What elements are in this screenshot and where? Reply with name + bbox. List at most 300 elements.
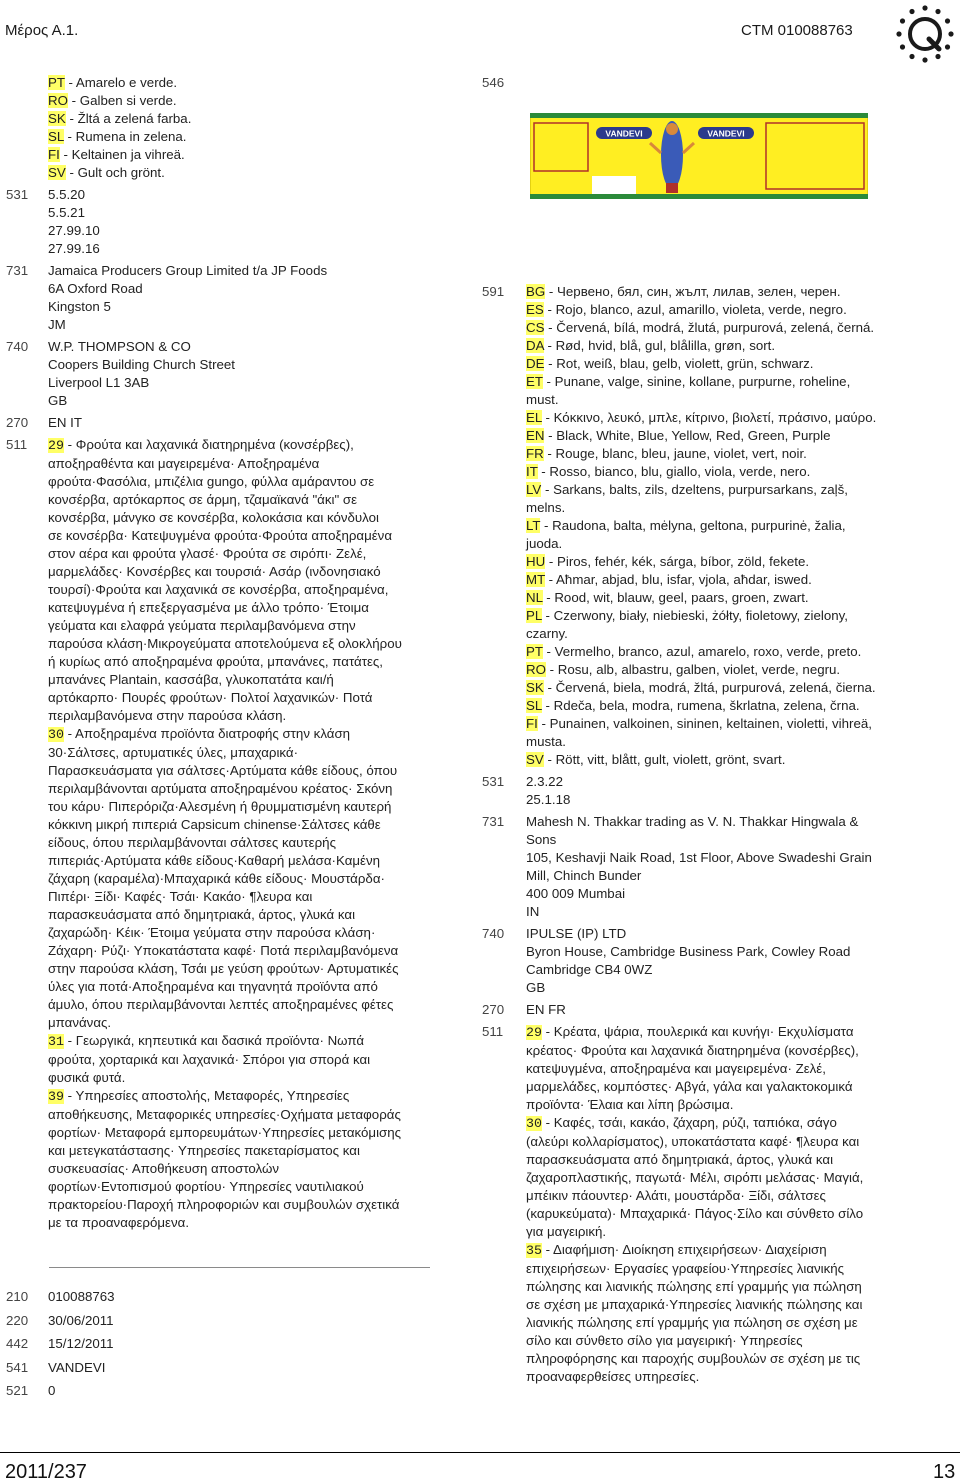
colors-continued <box>0 74 445 182</box>
eu-stars-logo-icon <box>893 2 957 66</box>
lang-code: ET <box>526 374 543 389</box>
biblio-value: 30/06/2011 <box>48 1312 114 1328</box>
field-line: 25.1.18 <box>526 792 571 807</box>
class-text: παρασκευάσματα από δημητριακά, άρτος, γλυκά και <box>48 907 356 922</box>
color-text: - Rood, wit, blauw, geel, paars, groen, zwart. <box>542 590 809 605</box>
class-text-line <box>48 1069 445 1087</box>
field-line: IN <box>526 904 540 919</box>
class-text-line <box>48 834 445 852</box>
class-text-line <box>48 581 445 599</box>
color-text: - Black, White, Blue, Yellow, Red, Green, Purple <box>544 428 831 443</box>
biblio-row <box>0 1332 300 1356</box>
color-text: - Rot, weiß, blau, gelb, violett, grün, schwarz. <box>544 356 814 371</box>
class-text-line <box>48 1178 445 1196</box>
class-text-line <box>526 1096 948 1114</box>
class-text-line <box>48 1196 445 1214</box>
field-code: 511 <box>482 1024 504 1039</box>
class-text: πρακτορείου·Παροχή πληροφοριών και συμβουλών σχετικά <box>48 1197 400 1212</box>
bibliographic-data <box>0 1285 300 1403</box>
field-code: 740 <box>482 926 505 941</box>
field-line: Byron House, Cambridge Business Park, Cowley Road <box>526 944 851 959</box>
footer-page-number: 13 <box>933 1461 956 1483</box>
class-text: - Γεωργικά, κηπευτικά και δασικά προϊόντα· Νωπά <box>63 1033 365 1048</box>
field-line: 5.5.21 <box>48 205 85 220</box>
lang-code: DE <box>526 356 545 371</box>
field-line: Sons <box>526 832 557 847</box>
lang-code: SL <box>48 129 64 144</box>
class-text: σίλο και σύνθετο σίλο για μαγειρική· Υπηρεσίες <box>526 1333 803 1348</box>
field-line: Mill, Chinch Bunder <box>526 868 642 883</box>
class-number: 39 <box>48 1089 64 1104</box>
class-text-line <box>48 1051 445 1069</box>
class-text: Παρασκευάσματα για σάλτσες·Αρτύματα κάθε είδους, όπου <box>48 763 398 778</box>
class-text-line <box>48 1214 445 1232</box>
class-text-line <box>48 780 445 798</box>
color-text: - Žltá a zelená farba. <box>65 111 192 126</box>
field-line: 105, Keshavji Naik Road, 1st Floor, Above Swadeshi Grain <box>526 850 872 865</box>
class-text: μπανάνας. <box>48 1015 112 1030</box>
class-text: άμυλο, όπου περιλαμβάνονται λεπτές αποξηραμένες φέτες <box>48 997 394 1012</box>
class-text-line <box>48 852 445 870</box>
lang-code: PT <box>48 75 65 90</box>
class-text: αποθήκευσης, Μεταφορικές υπηρεσίες·Οχήματα μεταφοράς <box>48 1107 401 1122</box>
lang-code: FI <box>48 147 60 162</box>
field-line: 6A Oxford Road <box>48 281 143 296</box>
left-column <box>0 74 445 1236</box>
class-text: Ζάχαρη· Ρύζι· Υποκατάστατα καφέ· Ποτά περιλαμβανόμενα <box>48 943 399 958</box>
class-text-line <box>526 1114 948 1133</box>
color-line <box>526 445 948 463</box>
class-text-line <box>526 1260 948 1278</box>
color-text: - Aħmar, abjad, blu, isfar, vjola, aħdar, iswed. <box>544 572 812 587</box>
color-text: - Czerwony, biały, niebieski, żółty, fioletowy, zielony, <box>541 608 848 623</box>
class-text: είδους, όπου περιλαμβάνονται σάλτσες καυτερής <box>48 835 336 850</box>
field-code: 442 <box>6 1336 29 1351</box>
class-text-line <box>48 1032 445 1051</box>
biblio-row <box>0 1379 300 1403</box>
class-text: μαρμελάδες, κομπόστες· Αβγά, γάλα και γαλακτοκομικά <box>526 1079 853 1094</box>
class-text: του κάρυ· Πιπερόριζα·Αλεσμένη ή θρυμματισμένη καυτερή <box>48 799 392 814</box>
class-text-line <box>526 1332 948 1350</box>
class-block <box>48 1087 445 1232</box>
color-line <box>526 535 948 553</box>
class-text: φρούτα, χορταρικά και λαχανικά· Σπόροι για σπορά και <box>48 1052 371 1067</box>
field-line: GB <box>48 393 68 408</box>
color-line <box>526 571 948 589</box>
class-text: κρέατος· Φρούτα και λαχανικά διατηρημένα (κονσέρβες), <box>526 1043 859 1058</box>
color-text: - Punainen, valkoinen, sininen, keltainen, violetti, vihreä, <box>537 716 872 731</box>
biblio-row <box>0 1356 300 1380</box>
class-text: λιανικής πώλησης επί γραμμής για πώληση σε σχέση με <box>526 1315 858 1330</box>
field-line: GB <box>526 980 546 995</box>
color-text: - Κόκκινο, λευκό, μπλε, κίτρινο, βιολετί, πράσινο, μαύρο. <box>541 410 877 425</box>
class-text: - Υπηρεσίες αποστολής, Μεταφορές, Υπηρεσίες <box>63 1088 350 1103</box>
class-text-line <box>48 1106 445 1124</box>
class-text-line <box>48 1142 445 1160</box>
class-block <box>48 1032 445 1087</box>
class-text: μαρμελάδες· Κονσέρβες και τουρσιά· Ασάρ (ινδονησιακό <box>48 564 381 579</box>
color-text: musta. <box>526 734 566 749</box>
field-line: Cambridge CB4 0WZ <box>526 962 653 977</box>
header-part: Μέρος Α.1. <box>5 22 79 39</box>
color-line <box>526 679 948 697</box>
color-text: - Galben si verde. <box>67 93 177 108</box>
color-line <box>526 517 948 535</box>
class-text: (καρυκεύματα)· Μπαχαρικά· Πάγος·Σίλο και σύνθετο σίλο <box>526 1206 864 1221</box>
color-text: - Gult och grönt. <box>65 165 165 180</box>
class-number: 30 <box>526 1116 542 1131</box>
field-591 <box>478 283 948 769</box>
class-text: και μετεγκατάστασης· Υπηρεσίες πακεταρίσματος και <box>48 1143 360 1158</box>
class-block <box>48 436 445 725</box>
field-code: 541 <box>6 1359 29 1375</box>
lang-code: EL <box>526 410 542 425</box>
class-text-line <box>48 635 445 653</box>
color-text: - Červená, bílá, modrá, žlutá, purpurová, zelená, černá. <box>544 320 875 335</box>
lang-code: PL <box>526 608 542 623</box>
color-line <box>526 319 948 337</box>
field-270-right <box>478 1001 948 1019</box>
lang-code: ES <box>526 302 544 317</box>
class-text-line <box>526 1241 948 1260</box>
class-text: επιχειρήσεων· Εργασίες γραφείου·Υπηρεσίες λιανικής <box>526 1261 845 1276</box>
color-text: - Vermelho, branco, azul, amarelo, roxo, verde, preto. <box>542 644 862 659</box>
color-line <box>526 661 948 679</box>
class-text-line <box>48 617 445 635</box>
class-text-line <box>526 1078 948 1096</box>
header-ctm-number: CTM 010088763 <box>741 22 853 39</box>
field-code: 210 <box>6 1289 29 1304</box>
field-line: Liverpool L1 3AB <box>48 375 150 390</box>
class-text: περιλαμβανόμενα στην παρούσα κλάση. <box>48 708 287 723</box>
class-number: 31 <box>48 1034 64 1049</box>
class-text-line <box>48 978 445 996</box>
color-text: - Rosso, bianco, blu, giallo, viola, verde, nero. <box>537 464 811 479</box>
field-code: 591 <box>482 284 505 299</box>
class-block <box>526 1241 948 1386</box>
color-line <box>526 733 948 751</box>
color-line <box>526 427 948 445</box>
lang-code: RO <box>48 93 68 108</box>
lang-code: HU <box>526 554 546 569</box>
color-text: - Amarelo e verde. <box>64 75 178 90</box>
lang-code: SV <box>526 752 544 767</box>
class-text: - Καφές, τσάι, κακάο, ζάχαρη, ρύζι, ταπιόκα, σάγο <box>541 1115 837 1130</box>
class-text-line <box>48 762 445 780</box>
class-text: - Αποξηραμένα προϊόντα διατροφής στην κλάση <box>63 726 351 741</box>
field-code: 740 <box>6 339 29 354</box>
field-270 <box>0 414 445 432</box>
biblio-value: 010088763 <box>48 1289 115 1304</box>
class-block <box>48 725 445 1032</box>
color-text: - Rojo, blanco, azul, amarillo, violeta, verde, negro. <box>543 302 847 317</box>
color-line <box>526 301 948 319</box>
field-line: 27.99.10 <box>48 223 100 238</box>
class-number: 35 <box>526 1243 542 1258</box>
field-code: 531 <box>482 774 505 789</box>
color-text: - Rdeča, bela, modra, rumena, škrlatna, zelena, črna. <box>541 698 860 713</box>
color-line <box>526 607 948 625</box>
lang-code: SK <box>48 111 66 126</box>
class-text-line <box>48 906 445 924</box>
color-line <box>526 499 948 517</box>
color-text: must. <box>526 392 559 407</box>
class-text-line <box>526 1060 948 1078</box>
color-text: - Keltainen ja vihreä. <box>59 147 185 162</box>
class-text-line <box>48 689 445 707</box>
class-number: 29 <box>48 438 64 453</box>
field-line: Kingston 5 <box>48 299 111 314</box>
class-block <box>526 1114 948 1241</box>
class-text: - Φρούτα και λαχανικά διατηρημένα (κονσέρβες), <box>63 437 354 452</box>
field-code: 546 <box>482 75 505 90</box>
lang-code: LV <box>526 482 542 497</box>
class-text: 30·Σάλτσες, αρτυματικές ύλες, μπαχαρικά· <box>48 745 298 760</box>
color-text: - Rød, hvid, blå, gul, blålilla, grøn, sort. <box>543 338 776 353</box>
class-text-line <box>526 1187 948 1205</box>
color-line <box>526 625 948 643</box>
class-text-line <box>48 816 445 834</box>
field-line: 2.3.22 <box>526 774 563 789</box>
vandevi-label-figure <box>530 113 868 199</box>
color-line <box>526 373 948 391</box>
class-text-line <box>48 707 445 725</box>
color-text: juoda. <box>526 536 563 551</box>
class-text: σε κονσέρβα· Κατεψυγμένα φρούτα·Φρούτα αποξηραμένα <box>48 528 393 543</box>
class-text: κονσέρβα, αρτόκαρπος σε άρμη, τζαμαϊκανά "άκι" σε <box>48 492 358 507</box>
figure-label-right-text: VANDEVI <box>707 128 745 139</box>
class-text: φρούτα·Φασόλια, μπιζέλια gungo, φύλλα αμάραντου σε <box>48 474 375 489</box>
biblio-value: 0 <box>48 1383 56 1398</box>
class-text: τουρσί)·Φρούτα και λαχανικά σε κονσέρβα, αποξηραμένα, <box>48 582 389 597</box>
color-text: melns. <box>526 500 566 515</box>
color-line <box>526 337 948 355</box>
class-text: - Κρέατα, ψάρια, πουλερικά και κυνήγι· Εκχυλίσματα <box>541 1024 854 1039</box>
color-list <box>526 283 948 769</box>
class-text: με τα προαναφερόμενα. <box>48 1215 190 1230</box>
class-text-line <box>48 744 445 762</box>
class-text: πληροφόρησης και παροχής συμβουλών σε σχέση με τις <box>526 1351 861 1366</box>
color-line <box>526 751 948 769</box>
class-text: Πιπέρι· Ξίδι· Καφές· Τσάι· Κακάο· ¶λευρα και <box>48 889 313 904</box>
class-text: (αλεύρι κολλαρίσματος), υποκατάστατα καφέ· ¶λευρα και <box>526 1134 860 1149</box>
field-code: 270 <box>482 1002 505 1017</box>
class-text: για μαγειρική. <box>526 1224 607 1239</box>
lang-code: SK <box>526 680 544 695</box>
field-code: 521 <box>6 1383 29 1398</box>
field-511-right <box>478 1023 948 1386</box>
class-text: ύλες για ποτά·Αποξηραμένα και τηγανητά προϊόντα από <box>48 979 378 994</box>
lang-code: PT <box>526 644 543 659</box>
class-text-line <box>48 1124 445 1142</box>
field-code: 220 <box>6 1312 29 1328</box>
class-text-line <box>48 870 445 888</box>
biblio-row <box>0 1285 300 1309</box>
class-text-line <box>48 725 445 744</box>
class-text-line <box>526 1133 948 1151</box>
class-text-line <box>48 1160 445 1178</box>
class-text-line <box>526 1314 948 1332</box>
color-text: - Sarkans, balts, zils, dzeltens, purpursarkans, zaļš, <box>541 482 848 497</box>
lang-code: IT <box>526 464 538 479</box>
class-text-line <box>48 473 445 491</box>
class-text: μπανάνες Plantain, κασσάβα, γλυκοπατάτα και/ή <box>48 672 334 687</box>
color-line <box>526 283 948 301</box>
class-text: φορτίων· Μεταφορά εμπορευμάτων·Υπηρεσίες μετακόμισης <box>48 1125 402 1140</box>
class-text: κατεψυγμένα ή επεξεργασμένα με άλλο τρόπο· Έτοιμα <box>48 600 369 615</box>
field-line: Jamaica Producers Group Limited t/a JP Foods <box>48 263 328 278</box>
class-text: παρούσα κλάση·Μικρογεύματα αποτελούμενα εξ ολοκλήρου <box>48 636 402 651</box>
class-number: 29 <box>526 1025 542 1040</box>
class-text-line <box>526 1350 948 1368</box>
class-text: ζάχαρη (καραμέλα)·Μπαχαρικά κάθε είδους· Μουστάρδα· <box>48 871 385 886</box>
class-text-line <box>526 1296 948 1314</box>
class-text: μπέικιν πάουντερ· Αλάτι, μουστάρδα· Ξίδι, σάλτσες <box>526 1188 826 1203</box>
class-text-line <box>48 599 445 617</box>
field-740 <box>0 338 445 410</box>
class-text: γεύματα και ελαφρά γεύματα περιλαμβανόμενα στην <box>48 618 356 633</box>
field-line: EN FR <box>526 1002 566 1017</box>
color-text: - Rumena in zelena. <box>63 129 187 144</box>
class-text: περιλαμβάνονται αρτύματα αποξηραμένου κρέατος· Σκόνη <box>48 781 393 796</box>
field-line: 27.99.16 <box>48 241 100 256</box>
class-text: ή κυρίως από αποξηραμένα φρούτα, μπανάνες, πατάτες, <box>48 654 383 669</box>
field-511 <box>0 436 445 1232</box>
class-text: παρασκευάσματα από δημητριακά, άρτος, γλυκά και <box>526 1152 834 1167</box>
field-line: Mahesh N. Thakkar trading as V. N. Thakkar Hingwala & <box>526 814 859 829</box>
class-text: κόκκινη μικρή πιπεριά Capsicum chinense·Σάλτσες κάθε <box>48 817 381 832</box>
class-number: 30 <box>48 727 64 742</box>
color-line <box>526 697 948 715</box>
class-text-line <box>48 942 445 960</box>
color-text: - Rouge, blanc, bleu, jaune, violet, vert, noir. <box>543 446 807 461</box>
field-line: W.P. THOMPSON & CO <box>48 339 191 354</box>
class-text-line <box>48 960 445 978</box>
color-line <box>526 409 948 427</box>
field-code: 731 <box>482 814 505 829</box>
class-text-line <box>48 671 445 689</box>
lang-code: MT <box>526 572 545 587</box>
class-text: στον αέρα και φρούτα γλασέ· Φρούτα σε σιρόπι· Ζελέ, <box>48 546 367 561</box>
color-text: - Punane, valge, sinine, kollane, purpurne, roheline, <box>542 374 851 389</box>
class-text-line <box>48 653 445 671</box>
field-code: 731 <box>6 263 29 278</box>
class-text-line <box>48 545 445 563</box>
class-text-line <box>526 1042 948 1060</box>
class-text-line <box>48 798 445 816</box>
biblio-value: VANDEVI <box>48 1359 106 1375</box>
class-text-line <box>526 1169 948 1187</box>
class-text-line <box>48 455 445 473</box>
field-531-right <box>478 773 948 809</box>
color-text: - Rosu, alb, albastru, galben, violet, verde, negru. <box>545 662 841 677</box>
class-text: αρτόκαρπο· Πουρές φρούτων· Πολτοί λαχανικών· Ποτά <box>48 690 373 705</box>
class-text-line <box>48 509 445 527</box>
color-line <box>526 715 948 733</box>
color-line <box>526 553 948 571</box>
class-text: φυσικά φυτά. <box>48 1070 126 1085</box>
field-line: IPULSE (IP) LTD <box>526 926 627 941</box>
color-line <box>526 589 948 607</box>
biblio-row <box>0 1309 300 1333</box>
figure-label-left-text: VANDEVI <box>605 128 643 139</box>
field-line: EN IT <box>48 415 82 430</box>
lang-code: RO <box>526 662 546 677</box>
class-text-line <box>48 924 445 942</box>
field-line: 5.5.20 <box>48 187 85 202</box>
field-740-right <box>478 925 948 997</box>
left-separator <box>49 1267 430 1268</box>
class-text: στην παρούσα κλάση, Τσάι με γεύση φρούτων· Αρτυματικές <box>48 961 399 976</box>
color-line <box>526 463 948 481</box>
lang-code: LT <box>526 518 541 533</box>
class-text: ζαχαρώδη· Κέικ· Έτοιμα γεύματα στην παρούσα κλάση· <box>48 925 376 940</box>
class-text-line <box>48 996 445 1014</box>
right-column <box>478 74 948 1390</box>
field-731 <box>0 262 445 334</box>
field-line: 400 009 Mumbai <box>526 886 626 901</box>
class-text-line <box>48 436 445 455</box>
class-text-line <box>526 1368 948 1386</box>
color-line <box>526 481 948 499</box>
lang-code: SL <box>526 698 542 713</box>
class-text-line <box>526 1205 948 1223</box>
color-line <box>526 391 948 409</box>
field-731-right <box>478 813 948 921</box>
class-text-line <box>526 1278 948 1296</box>
class-text: σε σχέση με μπαχαρικά·Υπηρεσίες λιανικής πώλησης και <box>526 1297 863 1312</box>
class-text-line <box>526 1223 948 1241</box>
class-text-line <box>48 888 445 906</box>
class-text-line <box>48 1014 445 1032</box>
class-text-line <box>526 1023 948 1042</box>
lang-code: FR <box>526 446 544 461</box>
footer-rule <box>0 1452 960 1453</box>
class-text-line <box>48 527 445 545</box>
color-text: - Rött, vitt, blått, gult, violett, grönt, svart. <box>543 752 786 767</box>
color-line <box>526 355 948 373</box>
field-code: 511 <box>6 437 28 452</box>
color-line <box>526 643 948 661</box>
lang-code: NL <box>526 590 543 605</box>
class-text-line <box>48 563 445 581</box>
lang-code: DA <box>526 338 544 353</box>
lang-code: EN <box>526 428 545 443</box>
class-text: πώλησης και λιανικής πώλησης επί γραμμής για πώληση <box>526 1279 862 1294</box>
color-text: - Červená, biela, modrá, žltá, purpurová, zelená, čierna. <box>543 680 876 695</box>
field-531 <box>0 186 445 258</box>
color-text: - Piros, fehér, kék, sárga, bíbor, zöld, fekete. <box>545 554 810 569</box>
class-text: προϊόντα· Έλαια και λίπη βρώσιμα. <box>526 1097 734 1112</box>
class-text: κονσέρβα, μάνγκο σε κονσέρβα, κολοκάσια και κόνδυλοι <box>48 510 379 525</box>
footer-issue: 2011/237 <box>5 1461 87 1483</box>
color-text: - Червено, бял, син, жълт, лилав, зелен, черен. <box>545 284 841 299</box>
field-line: JM <box>48 317 66 332</box>
class-text-line <box>526 1151 948 1169</box>
field-code: 531 <box>6 187 29 202</box>
class-block <box>526 1023 948 1114</box>
field-line: Coopers Building Church Street <box>48 357 235 372</box>
color-text: czarny. <box>526 626 568 641</box>
biblio-value: 15/12/2011 <box>48 1336 114 1351</box>
class-text: συσκευασίας· Αποθήκευση αποστολών <box>48 1161 280 1176</box>
lang-code: SV <box>48 165 66 180</box>
field-code: 270 <box>6 415 29 430</box>
class-text: - Διαφήμιση· Διοίκηση επιχειρήσεων· Διαχείριση <box>541 1242 827 1257</box>
class-text-line <box>48 491 445 509</box>
figure-bg <box>530 113 868 199</box>
lang-code: CS <box>526 320 545 335</box>
